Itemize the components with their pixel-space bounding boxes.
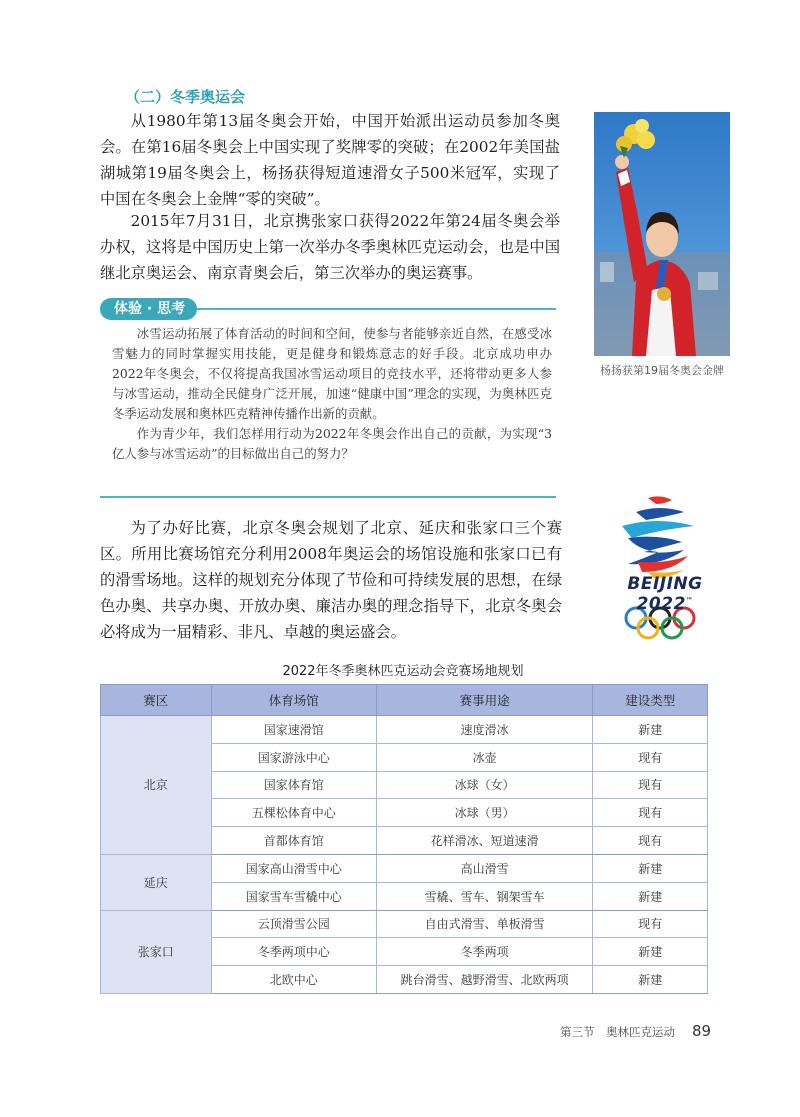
- beijing-2022-emblem: [598, 490, 728, 640]
- type-cell: 新建: [593, 854, 708, 882]
- region-cell: 北京: [101, 716, 212, 855]
- beijing-2022-wordmark: [600, 574, 730, 614]
- type-cell: 新建: [593, 938, 708, 966]
- event-cell: 自由式滑雪、单板滑雪: [376, 910, 593, 938]
- venue-table: [100, 684, 708, 994]
- event-cell: 冰壶: [376, 743, 593, 771]
- wordmark-text: BEIJING 2022: [627, 574, 703, 614]
- experience-paragraph-1: 冰雪运动拓展了体育活动的时间和空间，使参与者能够亲近自然，在感受冰雪魅力的同时掌握实用技能，更是健身和锻炼意志的好手段。北京成功申办2022年冬奥会，不仅将提高我国冰雪运动项目的竞技水平，还将带动更多人参与冰雪运动，推动全民健身广泛开展，加速“健康中国”理念的实现，为奥林匹克冬季运动发展和奥林匹克精神传播作出新的贡献。: [112, 326, 552, 421]
- athlete-photo: [594, 112, 730, 356]
- type-cell: 现有: [593, 827, 708, 855]
- event-cell: 冰球（女）: [376, 771, 593, 799]
- region-cell: 延庆: [101, 854, 212, 910]
- experience-tag: 体验 · 思考: [100, 298, 197, 320]
- table-row: [101, 854, 708, 882]
- trademark-mark: ™: [685, 596, 694, 605]
- experience-divider: [196, 308, 556, 310]
- header-event: 赛事用途: [376, 685, 593, 716]
- type-cell: 现有: [593, 910, 708, 938]
- venue-cell: 国家雪车雪橇中心: [211, 882, 376, 910]
- venue-cell: 五棵松体育中心: [211, 799, 376, 827]
- venue-cell: 冬季两项中心: [211, 938, 376, 966]
- type-cell: 新建: [593, 966, 708, 994]
- event-cell: 速度滑冰: [376, 716, 593, 744]
- type-cell: 新建: [593, 716, 708, 744]
- paragraph-bid: 2015年7月31日，北京携张家口获得2022年第24届冬奥会举办权，这将是中国历史上第一次举办冬季奥林匹克运动会，也是中国继北京奥运会、南京青奥会后，第三次举办的奥运赛事。: [100, 212, 560, 282]
- footer-chapter: 第三节 奥林匹克运动: [560, 1025, 675, 1039]
- event-cell: 冬季两项: [376, 938, 593, 966]
- region-cell: 张家口: [101, 910, 212, 993]
- experience-header: [100, 296, 556, 322]
- header-type: 建设类型: [593, 685, 708, 716]
- experience-bottom-rule: [100, 496, 556, 498]
- venue-cell: 国家体育馆: [211, 771, 376, 799]
- type-cell: 现有: [593, 743, 708, 771]
- venue-cell: 国家游泳中心: [211, 743, 376, 771]
- venue-cell: 云顶滑雪公园: [211, 910, 376, 938]
- experience-body: [112, 324, 552, 464]
- table-row: [101, 910, 708, 938]
- event-cell: 冰球（男）: [376, 799, 593, 827]
- event-cell: 跳台滑雪、越野滑雪、北欧两项: [376, 966, 593, 994]
- venue-cell: 国家高山滑雪中心: [211, 854, 376, 882]
- paragraph-winter-history: 从1980年第13届冬奥会开始，中国开始派出运动员参加冬奥会。在第16届冬奥会上中国实现了奖牌零的突破；在2002年美国盐湖城第19届冬奥会上，杨扬获得短道速滑女子500米冠军，实现了中国在冬奥会上金牌“零的突破”。: [100, 112, 560, 208]
- venue-cell: 首都体育馆: [211, 827, 376, 855]
- table-row: [101, 716, 708, 744]
- header-region: 赛区: [101, 685, 212, 716]
- paragraph-venue-planning: 为了办好比赛，北京冬奥会规划了北京、延庆和张家口三个赛区。所用比赛场馆充分利用2008年奥运会的场馆设施和张家口已有的滑雪场地。这样的规划充分体现了节俭和可持续发展的思想，在绿色办奥、共享办奥、开放办奥、廉洁办奥的理念指导下，北京冬奥会必将成为一届精彩、非凡、卓越的奥运盛会。: [100, 519, 562, 641]
- event-cell: 雪橇、雪车、钢架雪车: [376, 882, 593, 910]
- event-cell: 花样滑冰、短道速滑: [376, 827, 593, 855]
- photo-caption: 杨扬获第19届冬奥会金牌: [600, 364, 724, 377]
- table-title: 2022年冬季奥林匹克运动会竞赛场地规划: [282, 664, 524, 679]
- event-cell: 高山滑雪: [376, 854, 593, 882]
- type-cell: 现有: [593, 771, 708, 799]
- section-title: （二）冬季奥运会: [125, 88, 246, 106]
- table-header-row: [101, 685, 708, 716]
- type-cell: 现有: [593, 799, 708, 827]
- page-number: 89: [692, 1022, 712, 1040]
- venue-cell: 北欧中心: [211, 966, 376, 994]
- header-venue: 体育场馆: [211, 685, 376, 716]
- type-cell: 新建: [593, 882, 708, 910]
- venue-cell: 国家速滑馆: [211, 716, 376, 744]
- experience-paragraph-2: 作为青少年，我们怎样用行动为2022年冬奥会作出自己的贡献，为实现“3亿人参与冰雪运动”的目标做出自己的努力？: [112, 426, 552, 461]
